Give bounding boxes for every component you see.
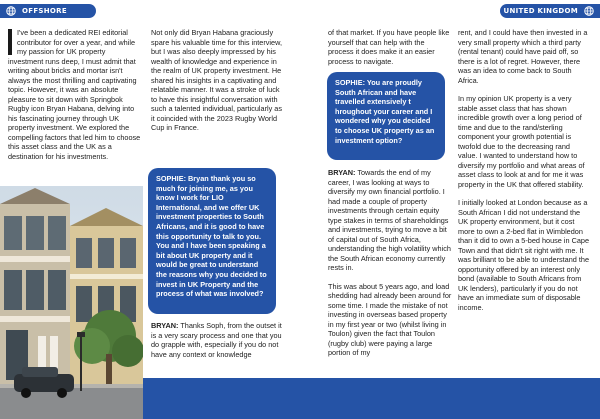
answer-paragraph-2	[328, 168, 452, 273]
answer-block-1	[151, 321, 285, 359]
intro-paragraph	[8, 28, 142, 161]
section-label-right: UNITED KINGDOM	[503, 7, 578, 15]
question-box-2	[327, 72, 445, 160]
answer-text-1: Thanks Soph, from the outset it is a very scary process and one that you do grapple with, especially if you do not have any context or knowledge	[151, 321, 282, 359]
globe-icon	[584, 6, 594, 16]
col4-paragraph-2: In my opinion UK property is a very stable asset class that has shown incredible growth over a long period of time and due to the rand/sterling component your growth potential is twofold due to the decreasing rand value. I wanted to understand how to diversify my portfolio and what areas of asset class to look at and for me it was property in the UK that offered stability.	[458, 94, 585, 189]
article-column-3	[328, 28, 452, 66]
answer-block-2	[328, 168, 452, 358]
article-column-4	[458, 28, 590, 312]
section-tab-united-kingdom	[500, 4, 600, 18]
article-column-2	[151, 28, 285, 133]
footer-band	[143, 378, 600, 419]
answer-text-2: Towards the end of my career, I was looking at ways to diversify my own financial portfolio. I had made a couple of property investments through certain equity type stakes in terms of shareholdings and investments, trying to move a bit of capital out of South Africa, understanding the high volatility which the South African economy currently rests in.	[328, 168, 451, 272]
globe-icon	[6, 6, 16, 16]
question-box-1	[148, 168, 276, 314]
section-tab-offshore	[0, 4, 96, 18]
street-houses-photo	[0, 186, 143, 419]
col4-paragraph-3: I initially looked at London because as a South African I did not understand the UK property environment, but it cost more to own a 2-bed flat in Wimbledon than it did to own a 5-bed house in Cape Town and that didn't sit right with me. It was brilliant to be able to understand the opportunity offered by an interest only bond (available to South Africans from UK lenders), particularly if you do not have an immediate sum of disposable income.	[458, 198, 590, 312]
question-text-2: SOPHIE: You are proudly South African and have travelled extensively t hroughout your career and I wondered why you decided to choose UK property as an investment option?	[335, 78, 435, 145]
col2-paragraph: Not only did Bryan Habana graciously spare his valuable time for this interview, but I was also deeply impressed by his wealth of knowledge and experience in the realm of UK property investment. He shared his insights in a captivating and relatable manner. It was a stroke of luck to have this insightful conversation with such a talented individual, particularly as it coincided with the 2023 Rugby World Cup in France.	[151, 28, 283, 132]
drop-cap-bar	[8, 29, 12, 55]
col3-paragraph-2: This was about 5 years ago, and load shedding had already been around for some time. I made the mistake of not investing in overseas based property in my first year or two (whilst living in Toulon) given the fact that Toulon (rugby club) were paying a large portion of my	[328, 281, 452, 357]
speaker-bryan: BRYAN:	[151, 321, 179, 330]
col4-paragraph-1: rent, and I could have then invested in a very small property which a third party (rental tenant) could have paid off, so there is a lot of regret. However, there was an idea to come back to South Africa.	[458, 28, 588, 85]
intro-text: I've been a dedicated REI editorial contributor for over a year, and while my passion for UK property investment runs deep, I must admit that writing about bricks and mortar isn't always the most thrilling and captivating topic. However, it was an absolute pleasure to sit down with Springbok Rugby icon Bryan Habana, delving into his fascinating journey through UK property investment. We explored the compelling factors that led him to choose this asset class and the UK as a destination for his investments.	[8, 28, 141, 161]
article-column-1	[8, 28, 142, 161]
col3-top-paragraph: of that market. If you have people like yourself that can help with the process it does make it an easier process to navigate.	[328, 28, 450, 66]
speaker-bryan-2: BRYAN:	[328, 168, 356, 177]
answer-paragraph-1	[151, 321, 285, 359]
section-label-left: OFFSHORE	[22, 7, 67, 15]
question-text-1: SOPHIE: Bryan thank you so much for joining me, as you know I work for LIO International, and we offer UK investment properties to South Africans, and it is good to have this opportunity to talk to you. You and I have been speaking a bit about UK property and it would be great to understand the reasons why you decided to invest in UK Property and the process of what was involved?	[156, 174, 267, 299]
